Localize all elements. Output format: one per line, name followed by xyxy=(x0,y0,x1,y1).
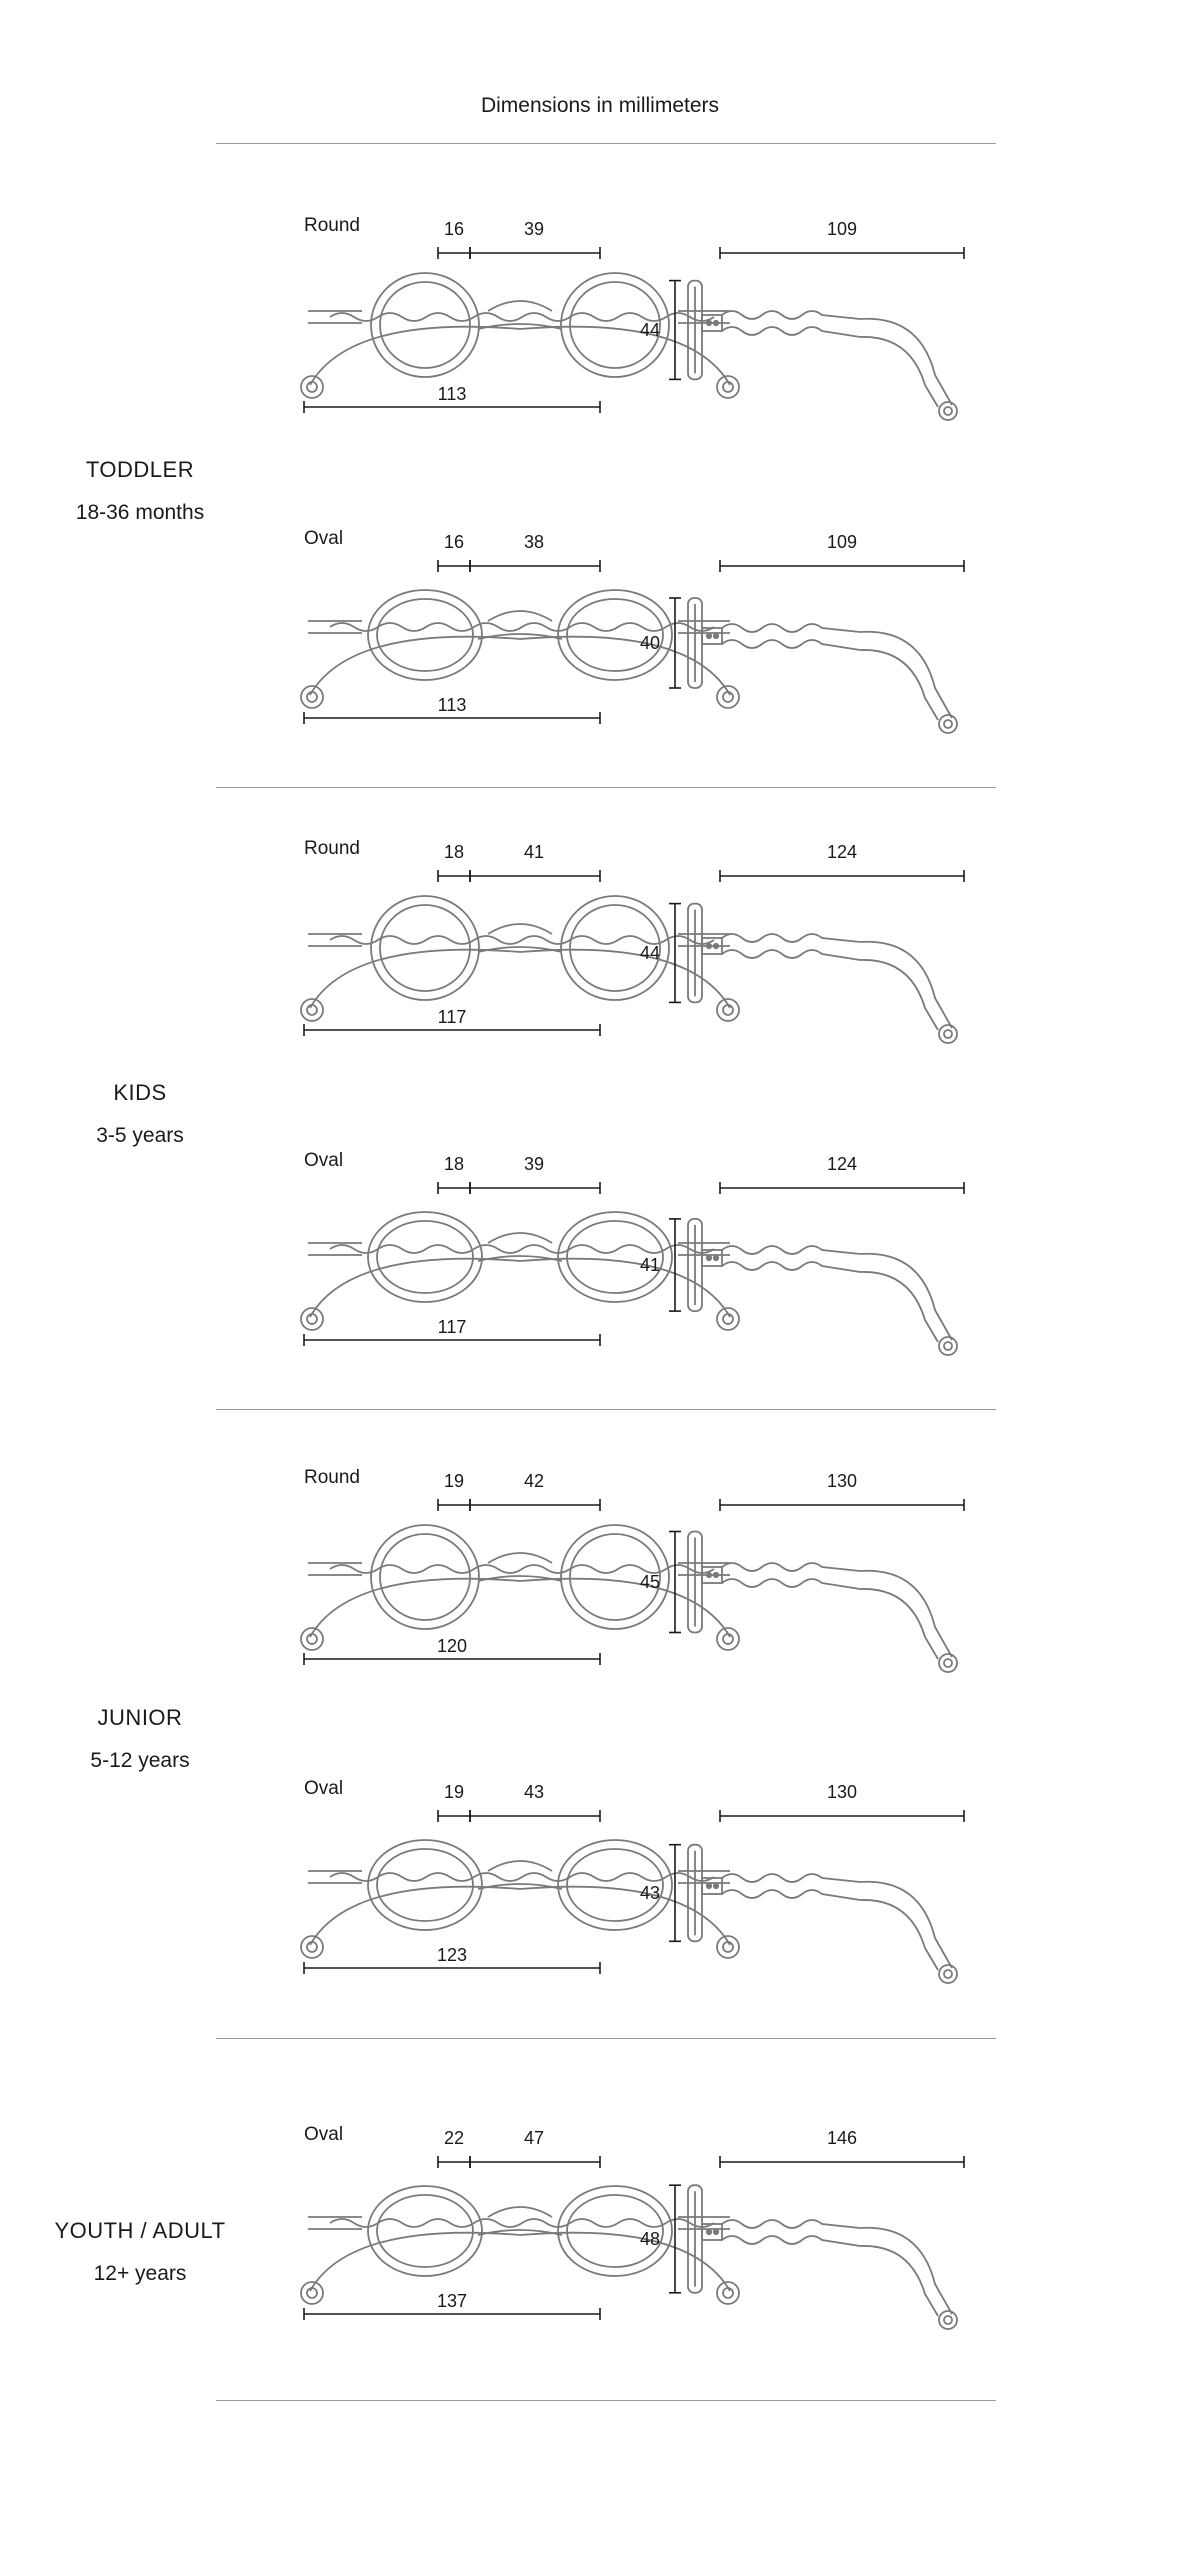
frame-height-dimension xyxy=(669,598,681,688)
total-width-value: 137 xyxy=(436,2291,468,2311)
temple-length-value: 130 xyxy=(826,1782,858,1802)
lens-dimension xyxy=(470,247,600,259)
temple-length-dimension xyxy=(720,1182,964,1194)
temple-length-dimension xyxy=(720,247,964,259)
glasses-side-illustration xyxy=(688,2185,957,2329)
bridge-dimension xyxy=(438,560,470,572)
total-width-value: 117 xyxy=(437,1007,467,1027)
temple-length-value: 124 xyxy=(826,1154,858,1174)
frame-size-row xyxy=(0,215,1200,525)
frame-height-value: 40 xyxy=(639,633,661,653)
glasses-side-illustration xyxy=(688,281,957,420)
lens-value: 39 xyxy=(523,219,545,239)
temple-length-value: 146 xyxy=(826,2128,858,2148)
lens-dimension xyxy=(470,1810,600,1822)
frame-height-value: 44 xyxy=(639,943,661,963)
bridge-dimension xyxy=(438,2156,470,2168)
lens-dimension xyxy=(470,560,600,572)
frame-size-row xyxy=(0,1150,1200,1460)
size-group-age: 3-5 years xyxy=(96,1124,184,1147)
bridge-value: 16 xyxy=(443,219,465,239)
frame-height-value: 41 xyxy=(639,1255,661,1275)
bridge-dimension xyxy=(438,870,470,882)
size-group-name: YOUTH / ADULT xyxy=(54,2218,226,2243)
page-title: Dimensions in millimeters xyxy=(480,94,720,117)
lens-value: 43 xyxy=(523,1782,545,1802)
temple-length-dimension xyxy=(720,870,964,882)
bridge-value: 22 xyxy=(443,2128,465,2148)
frame-shape-label: Oval xyxy=(304,1778,344,1799)
frame-size-row xyxy=(0,1778,1200,2088)
lens-dimension xyxy=(470,1499,600,1511)
lens-dimension xyxy=(470,870,600,882)
frame-height-value: 45 xyxy=(639,1572,661,1592)
lens-value: 41 xyxy=(523,842,545,862)
section-divider xyxy=(216,143,996,144)
lens-dimension xyxy=(470,1182,600,1194)
frame-height-dimension xyxy=(669,1532,681,1633)
size-group-name: JUNIOR xyxy=(97,1705,183,1730)
side-view xyxy=(630,1150,990,1450)
size-group-age: 18-36 months xyxy=(75,501,205,524)
bridge-value: 19 xyxy=(443,1471,465,1491)
glasses-side-illustration xyxy=(688,1845,957,1983)
lens-value: 39 xyxy=(523,1154,545,1174)
glasses-side-illustration xyxy=(688,1532,957,1673)
temple-length-value: 109 xyxy=(826,219,858,239)
temple-length-value: 109 xyxy=(826,532,858,552)
side-view xyxy=(630,215,990,515)
frame-height-dimension xyxy=(669,281,681,380)
bridge-value: 19 xyxy=(443,1782,465,1802)
size-group-age: 12+ years xyxy=(93,2262,187,2285)
side-view xyxy=(630,528,990,828)
frame-height-dimension xyxy=(669,2185,681,2293)
total-width-value: 123 xyxy=(436,1945,468,1965)
total-width-value: 113 xyxy=(437,695,467,715)
frame-height-value: 48 xyxy=(639,2229,661,2249)
frame-shape-label: Oval xyxy=(304,2124,344,2145)
size-group-age: 5-12 years xyxy=(90,1749,190,1772)
bridge-dimension xyxy=(438,1182,470,1194)
frame-size-row xyxy=(0,838,1200,1148)
frame-height-dimension xyxy=(669,1219,681,1311)
lens-value: 42 xyxy=(523,1471,545,1491)
size-group-name: KIDS xyxy=(113,1080,167,1105)
total-width-value: 113 xyxy=(437,384,467,404)
glasses-side-illustration xyxy=(688,1219,957,1355)
frame-size-row xyxy=(0,528,1200,838)
temple-length-value: 124 xyxy=(826,842,858,862)
frame-height-value: 44 xyxy=(639,320,661,340)
total-width-value: 120 xyxy=(436,1636,468,1656)
frame-shape-label: Round xyxy=(304,1467,360,1488)
frame-size-row xyxy=(0,2124,1200,2434)
frame-shape-label: Oval xyxy=(304,528,344,549)
lens-dimension xyxy=(470,2156,600,2168)
bridge-dimension xyxy=(438,247,470,259)
frame-shape-label: Round xyxy=(304,215,360,236)
frame-size-row xyxy=(0,1467,1200,1777)
temple-length-dimension xyxy=(720,2156,964,2168)
bridge-value: 18 xyxy=(443,1154,465,1174)
frame-height-dimension xyxy=(669,904,681,1003)
temple-length-dimension xyxy=(720,1810,964,1822)
size-group-name: TODDLER xyxy=(85,457,195,482)
side-view xyxy=(630,1778,990,2078)
bridge-value: 16 xyxy=(443,532,465,552)
frame-height-dimension xyxy=(669,1845,681,1942)
frame-shape-label: Oval xyxy=(304,1150,344,1171)
bridge-dimension xyxy=(438,1499,470,1511)
frame-shape-label: Round xyxy=(304,838,360,859)
lens-value: 38 xyxy=(523,532,545,552)
glasses-side-illustration xyxy=(688,598,957,733)
side-view xyxy=(630,838,990,1138)
bridge-value: 18 xyxy=(443,842,465,862)
side-view xyxy=(630,1467,990,1767)
total-width-value: 117 xyxy=(437,1317,467,1337)
temple-length-dimension xyxy=(720,560,964,572)
temple-length-dimension xyxy=(720,1499,964,1511)
glasses-side-illustration xyxy=(688,904,957,1043)
temple-length-value: 130 xyxy=(826,1471,858,1491)
frame-height-value: 43 xyxy=(639,1883,661,1903)
bridge-dimension xyxy=(438,1810,470,1822)
side-view xyxy=(630,2124,990,2424)
lens-value: 47 xyxy=(523,2128,545,2148)
